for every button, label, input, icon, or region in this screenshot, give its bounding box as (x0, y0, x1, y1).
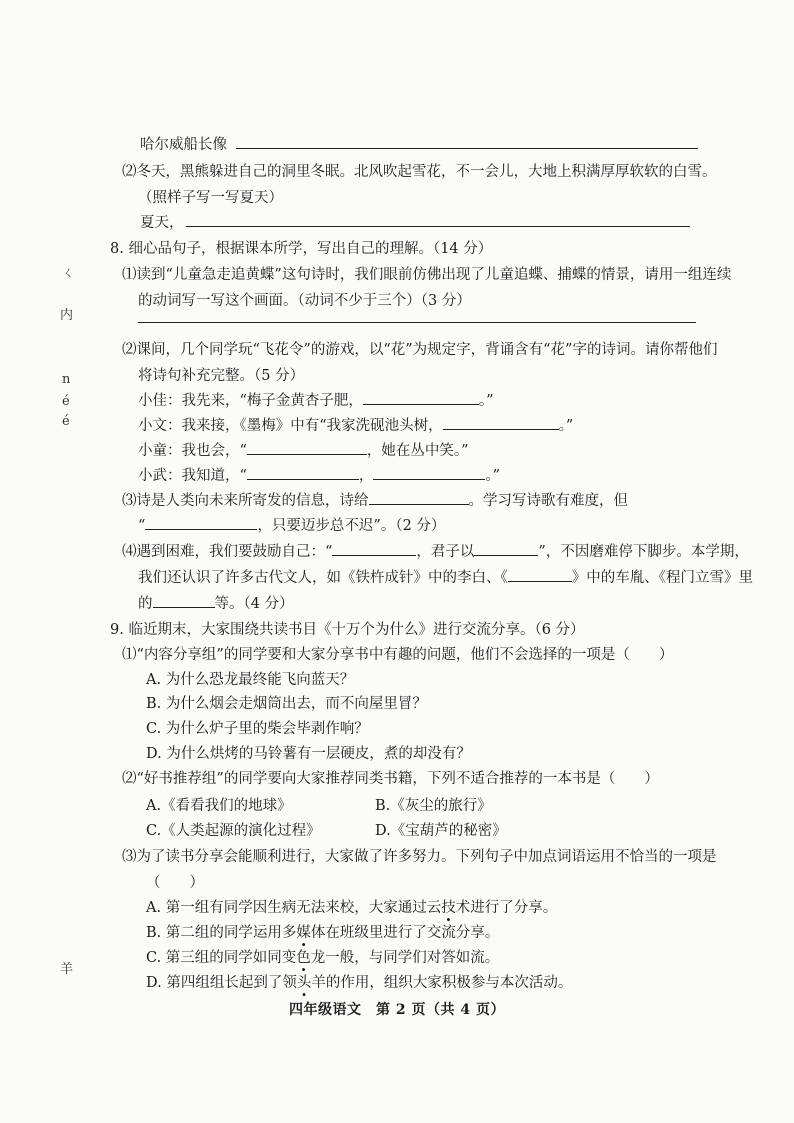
option-d[interactable] (146, 971, 572, 992)
q8-4-line (122, 540, 749, 561)
q8-title: 8. 细心品句子，根据课本所学，写出自己的理解。（14 分） (110, 241, 493, 257)
q9-2-question: ⑵“好书推荐组”的同学要向大家推荐同类书籍，下列不适合推荐的一本书是（ ） (122, 771, 659, 787)
dialogue-text: ，她在丛中笑。” (366, 443, 469, 459)
answer-line[interactable] (138, 322, 696, 323)
dialogue-line (138, 389, 494, 410)
q9-1-question: ⑴“内容分享组”的同学要和大家分享书中有趣的问题，他们不会选择的一项是（ ） (122, 647, 674, 663)
option-b[interactable]: B. 为什么烟会走烟筒出去，而不向屋里冒？ (146, 696, 427, 712)
dialogue-line (138, 414, 573, 435)
q8-3-line (138, 514, 445, 535)
q8-2-text: 将诗句补充完整。（5 分） (138, 368, 305, 384)
margin-mark: n (62, 372, 71, 387)
option-b[interactable]: B.《灰尘的旅行》 (375, 798, 492, 814)
fill-blank[interactable] (332, 541, 416, 556)
q8-4-text: 我们还认识了许多古代文人，如《铁杵成针》中的李白、《 (138, 570, 508, 586)
q8-3-text: “ (138, 518, 146, 534)
q8-4-text: 的 (138, 596, 153, 612)
dotted-word: 多媒体 (281, 925, 326, 941)
dotted-word: 领头羊 (282, 975, 326, 991)
q8-3-text: ，只要迈步总不迟”。（2 分） (257, 518, 446, 534)
fill-blank[interactable] (145, 515, 257, 530)
fill-blank[interactable] (247, 440, 367, 455)
margin-mark: é (62, 414, 70, 429)
dialogue-text: ， (358, 468, 374, 484)
answer-line[interactable] (236, 148, 698, 149)
option-c[interactable]: C. 为什么炉子里的柴会毕剥作响？ (146, 721, 369, 737)
option-text: 的作用，组织大家积极参与本次活动。 (325, 975, 573, 991)
dialogue-text: 小武：我知道，“ (138, 468, 247, 484)
dialogue-text: 小童：我也会，“ (138, 443, 247, 459)
dialogue-line (138, 439, 469, 460)
fill-blank[interactable] (369, 490, 469, 505)
q8-3-line (122, 489, 628, 510)
dialogue-text: 。” (485, 468, 501, 484)
summer-label: 夏天， (140, 215, 184, 231)
q8-4-text: ”，不因磨难停下脚步。本学期， (538, 544, 749, 560)
option-text: B. 第二组的同学运用 (146, 925, 282, 941)
q8-4-text: ，君子以 (416, 544, 475, 560)
option-a[interactable]: A.《看看我们的地球》 (146, 798, 292, 814)
dialogue-text: 小文：我来接，《墨梅》中有“我家洗砚池头树， (138, 418, 443, 434)
q8-2-text: ⑵课间，几个同学玩“飞花令”的游戏，以“花”为规定字，背诵含有“花”字的诗词。请你帮他们 (122, 342, 718, 358)
option-text: 在班级里进行了交流分享。 (325, 925, 500, 941)
option-text: 一般，与同学们对答如流。 (325, 950, 500, 966)
fill-blank[interactable] (443, 415, 559, 430)
dotted-word (427, 900, 471, 916)
fill-blank[interactable] (373, 465, 485, 480)
margin-mark: ㄑ (62, 266, 76, 281)
margin-mark: 羊 (60, 962, 74, 977)
option-c[interactable] (146, 946, 499, 967)
dialogue-text: 小佳：我先来，“梅子金黄杏子肥， (138, 393, 363, 409)
margin-mark: é (62, 394, 70, 409)
fill-blank[interactable] (363, 390, 479, 405)
dialogue-line (138, 464, 500, 485)
q8-4-text: 等。（4 分） (214, 596, 294, 612)
hall-portrait-label: 哈尔威船长像 (140, 137, 227, 153)
page-footer: 四年级语文 第 2 页（共 4 页） (289, 1002, 505, 1018)
fill-blank[interactable] (508, 567, 572, 582)
fill-blank[interactable] (153, 593, 215, 608)
q8-4-line (138, 566, 753, 587)
option-text: C. 第三组的同学如同 (146, 950, 282, 966)
option-a[interactable] (146, 896, 557, 917)
q8-1-text: ⑴读到“儿童急走追黄蝶”这句诗时，我们眼前仿佛出现了儿童追蝶、捕蝶的情景，请用一组连续 (122, 267, 732, 283)
option-b[interactable] (146, 921, 499, 942)
answer-line[interactable] (186, 226, 690, 227)
q9-title: 9. 临近期末，大家围绕共读书目《十万个为什么》进行交流分享。（6 分） (110, 622, 585, 638)
q7-2-instruction: （照样子写一写夏天） (138, 190, 283, 206)
dialogue-text: 。” (478, 393, 494, 409)
option-c[interactable]: C.《人类起源的演化过程》 (146, 823, 321, 839)
option-d[interactable]: D.《宝葫芦的秘密》 (375, 823, 507, 839)
option-text: D. 第四组组长起到了 (146, 975, 283, 991)
dotted-word: 变色龙 (281, 950, 326, 966)
dialogue-text: 。” (558, 418, 574, 434)
answer-paren[interactable]: （ ） (146, 875, 204, 891)
q8-4-text: 》中的车胤、《程门立雪》里 (571, 570, 753, 586)
option-text: 进行了分享。 (470, 900, 558, 916)
q8-4-text: ⑷遇到困难，我们要鼓励自己：“ (122, 544, 333, 560)
q7-2-text: ⑵冬天，黑熊躲进自己的洞里冬眠。北风吹起雪花，不一会儿，大地上积满厚厚软软的白雪。 (122, 164, 717, 180)
q8-4-line (138, 592, 294, 613)
fill-blank[interactable] (247, 465, 359, 480)
dotted-word-text: 云技术 (426, 900, 471, 916)
fill-blank[interactable] (474, 541, 538, 556)
option-a[interactable]: A. 为什么恐龙最终能飞向蓝天？ (146, 672, 355, 688)
q8-3-text: 。学习写诗歌有难度，但 (468, 493, 628, 509)
q8-1-text: 的动词写一写这个画面。（动词不少于三个）（3 分） (138, 293, 471, 309)
option-text: A. 第一组有同学因生病无法来校，大家通过 (146, 900, 427, 916)
q8-3-text: ⑶诗是人类向未来所寄发的信息，诗给 (122, 493, 369, 509)
q9-3-question: ⑶为了读书分享会能顺利进行，大家做了许多努力。下列句子中加点词语运用不恰当的一项是 (122, 849, 717, 865)
margin-mark: 内 (60, 308, 74, 323)
option-d[interactable]: D. 为什么烘烤的马铃薯有一层硬皮，煮的却没有？ (146, 746, 471, 762)
